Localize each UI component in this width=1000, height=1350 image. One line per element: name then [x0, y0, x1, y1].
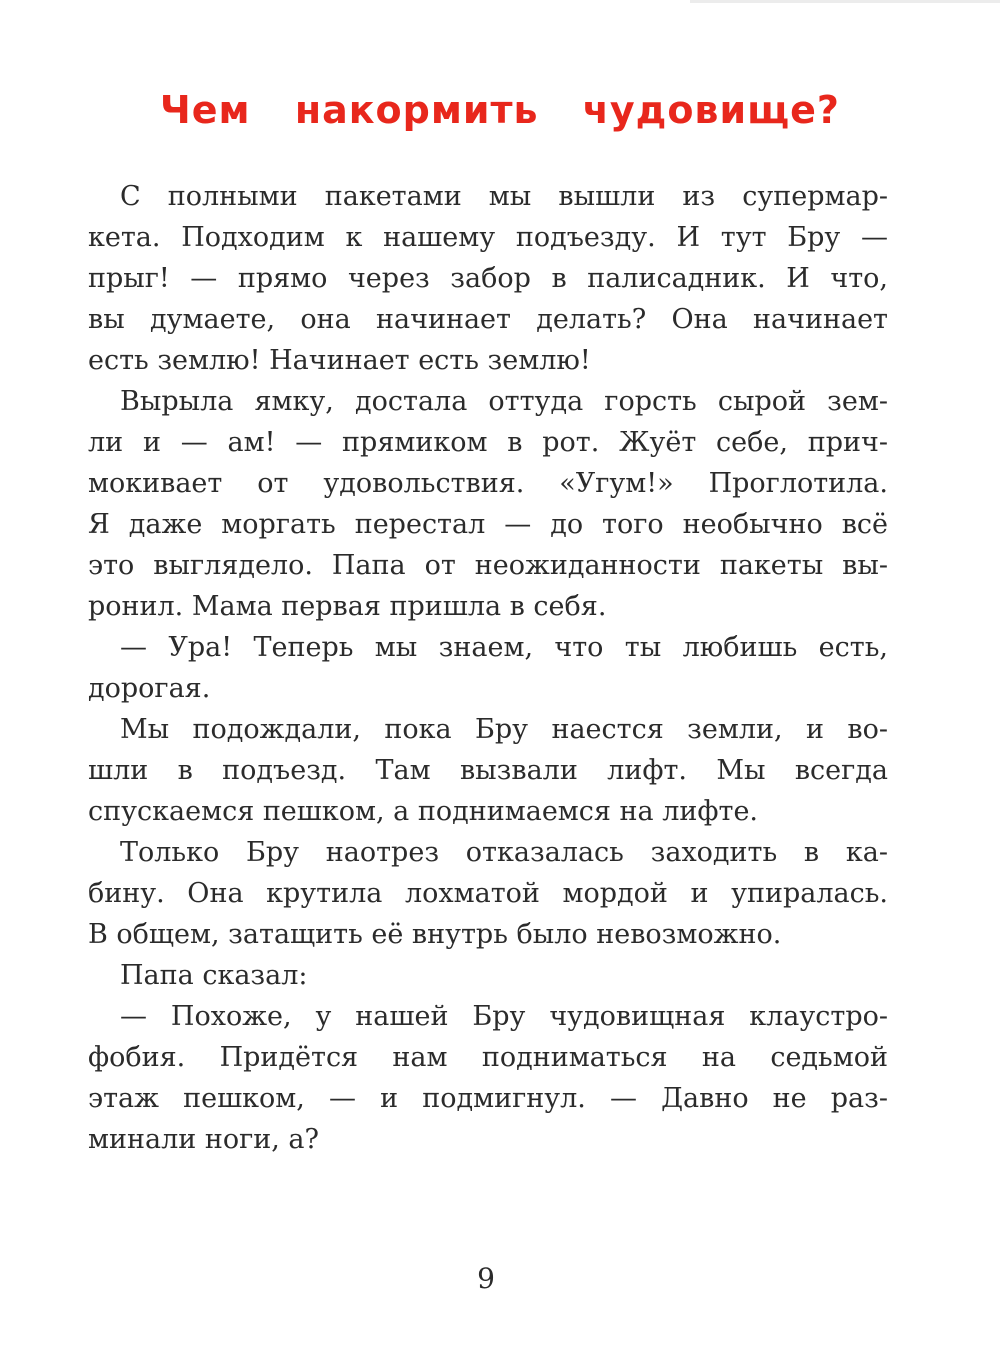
text-line: ли и — ам! — прямиком в рот. Жуёт себе, прич-	[88, 427, 888, 458]
text-line: спускаемся пешком, а поднимаемся на лифте.	[88, 796, 759, 827]
text-line: Папа сказал:	[120, 960, 308, 991]
text-line: В общем, затащить её внутрь было невозможно.	[88, 919, 782, 950]
page-edge-mark	[690, 0, 1000, 3]
text-line: минали ноги, а?	[88, 1124, 319, 1155]
text-line: С полными пакетами мы вышли из супермар-	[120, 181, 888, 212]
text-line: Я даже моргать перестал — до того необычно всё	[88, 509, 888, 540]
text-line: дорогая.	[88, 673, 211, 704]
text-line: Мы подождали, пока Бру наестся земли, и во-	[120, 714, 888, 745]
page-number: 9	[477, 1262, 495, 1295]
text-line: мокивает от удовольствия. «Угум!» Проглотила.	[88, 468, 888, 499]
text-line: кета. Подходим к нашему подъезду. И тут Бру —	[88, 222, 888, 253]
text-line: прыг! — прямо через забор в палисадник. И что,	[88, 263, 888, 294]
text-line: — Похоже, у нашей Бру чудовищная клаустро-	[120, 1001, 888, 1032]
text-line: этаж пешком, — и подмигнул. — Давно не раз-	[88, 1083, 888, 1114]
text-line: это выглядело. Папа от неожиданности пакеты вы-	[88, 550, 888, 581]
text-line: вы думаете, она начинает делать? Она начинает	[88, 304, 888, 335]
text-line: фобия. Придётся нам подниматься на седьмой	[88, 1042, 888, 1073]
text-line: ронил. Мама первая пришла в себя.	[88, 591, 607, 622]
text-line: Только Бру наотрез отказалась заходить в ка-	[120, 837, 888, 868]
text-line: есть землю! Начинает есть землю!	[88, 345, 591, 376]
chapter-title: Чем накормить чудовище?	[160, 88, 840, 132]
text-line: бину. Она крутила лохматой мордой и упиралась.	[88, 878, 888, 909]
text-line: — Ура! Теперь мы знаем, что ты любишь есть,	[120, 632, 888, 663]
text-line: Вырыла ямку, достала оттуда горсть сырой зем-	[120, 386, 888, 417]
chapter-body	[88, 176, 888, 1160]
text-line: шли в подъезд. Там вызвали лифт. Мы всегда	[88, 755, 888, 786]
